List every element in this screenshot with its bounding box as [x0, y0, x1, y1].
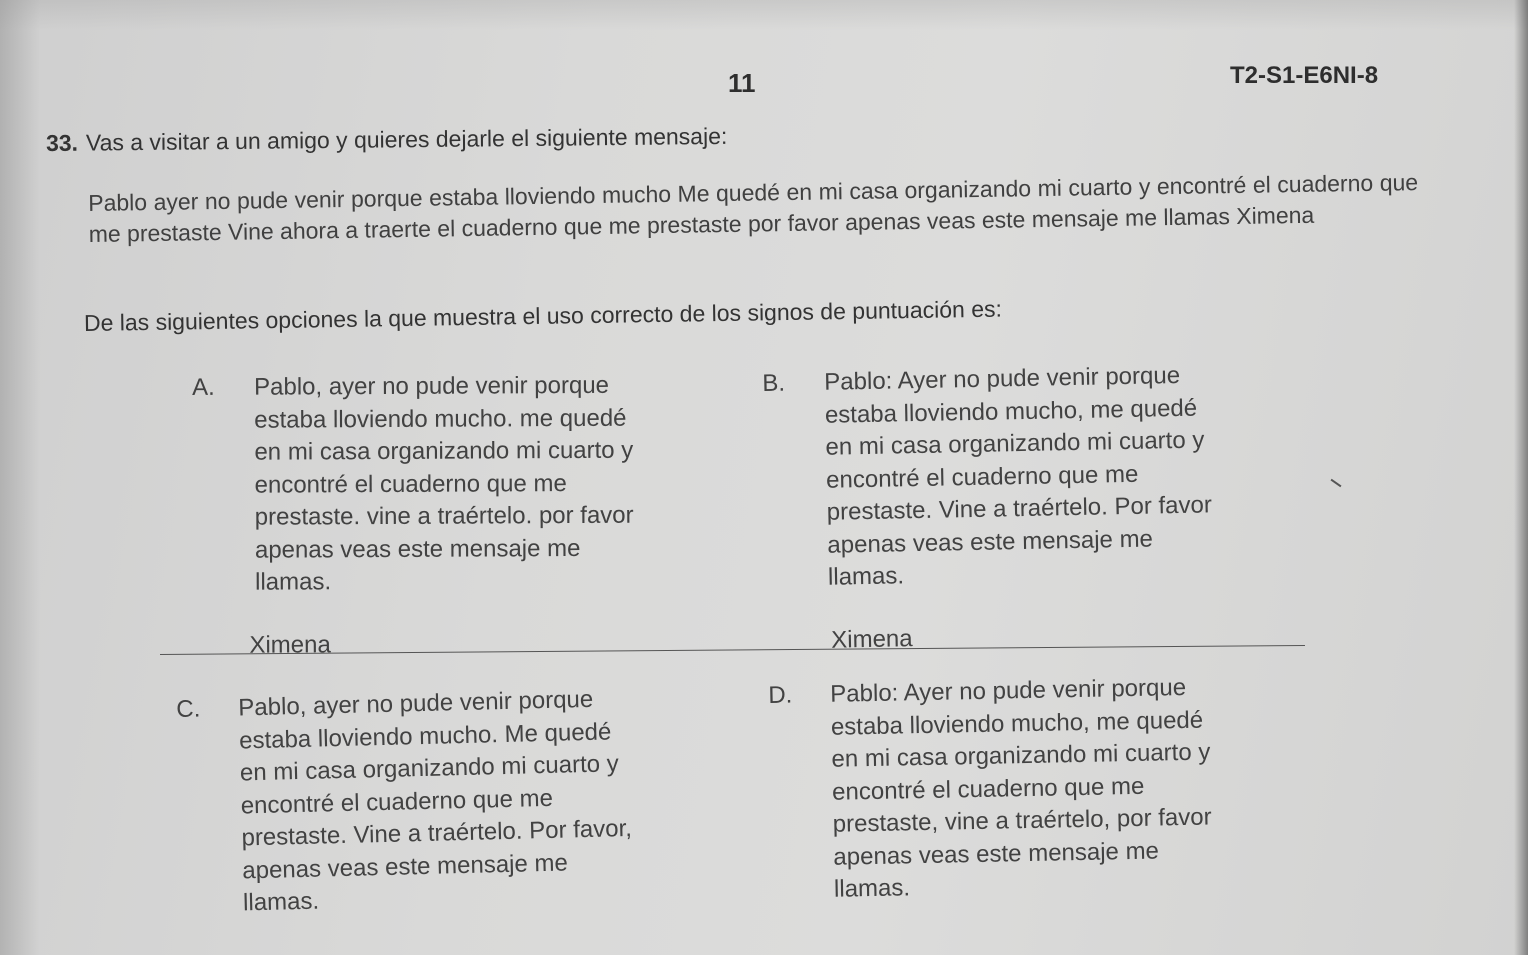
page-number: 11 [728, 68, 756, 98]
option-signature: Ximena [830, 625, 913, 654]
option-letter: A. [192, 373, 215, 401]
page-edge [1514, 0, 1528, 955]
question-instruction: De las siguientes opciones la que muestra el uso correcto de los signos de puntuación es: [83, 295, 1003, 336]
pen-mark [1331, 479, 1342, 488]
question-number: 33. [45, 129, 79, 156]
option-text: Pablo, ayer no pude venir porque estaba lloviendo mucho. me quedé en mi casa organizando mi cuarto y encontré el cuaderno que me prestaste. vine a traértelo. por favor apenas veas este mensaje me llamas. [254, 371, 634, 596]
exam-code: T2-S1-E6NI-8 [1230, 62, 1379, 89]
option-letter: B. [762, 369, 786, 397]
question-prompt: Vas a visitar a un amigo y quieres dejarle el siguiente mensaje: [85, 122, 728, 156]
option-letter: D. [768, 681, 793, 709]
question-prompt-line [46, 123, 728, 157]
option-a[interactable] [192, 369, 714, 672]
option-signature: Ximena [249, 631, 331, 659]
option-letter: C. [176, 695, 201, 723]
option-text: Pablo: Ayer no pude venir porque estaba lloviendo mucho, me quedé en mi casa organizando mi cuarto y encontré el cuaderno que me prestaste, vine a traértelo, por favor apenas veas este mensaje me llamas. [830, 673, 1212, 903]
option-c[interactable] [176, 680, 742, 954]
page-shadow [0, 0, 40, 955]
option-text: Pablo: Ayer no pude venir porque estaba lloviendo mucho, me quedé en mi casa organizando mi cuarto y encontré el cuaderno que me prestaste. Vine a traértelo. Por favor apenas veas este mensaje me llamas. [824, 361, 1213, 591]
option-b[interactable] [762, 358, 1288, 668]
page-shadow-top [0, 0, 1528, 30]
example-message: Pablo ayer no pude venir porque estaba lloviendo mucho Me quedé en mi casa organizando mi cuarto y encontré el cuaderno que me prestaste Vine ahora a traerte el cuaderno que me prestaste por favor apenas veas este mensaje me llamas Ximena [88, 169, 1419, 247]
option-d[interactable] [768, 669, 1333, 940]
option-text: Pablo, ayer no pude venir porque estaba lloviendo mucho. Me quedé en mi casa organizando mi cuarto y encontré el cuaderno que me prestaste. Vine a traértelo. Por favor, apenas veas este mensaje me llamas. [238, 685, 633, 917]
